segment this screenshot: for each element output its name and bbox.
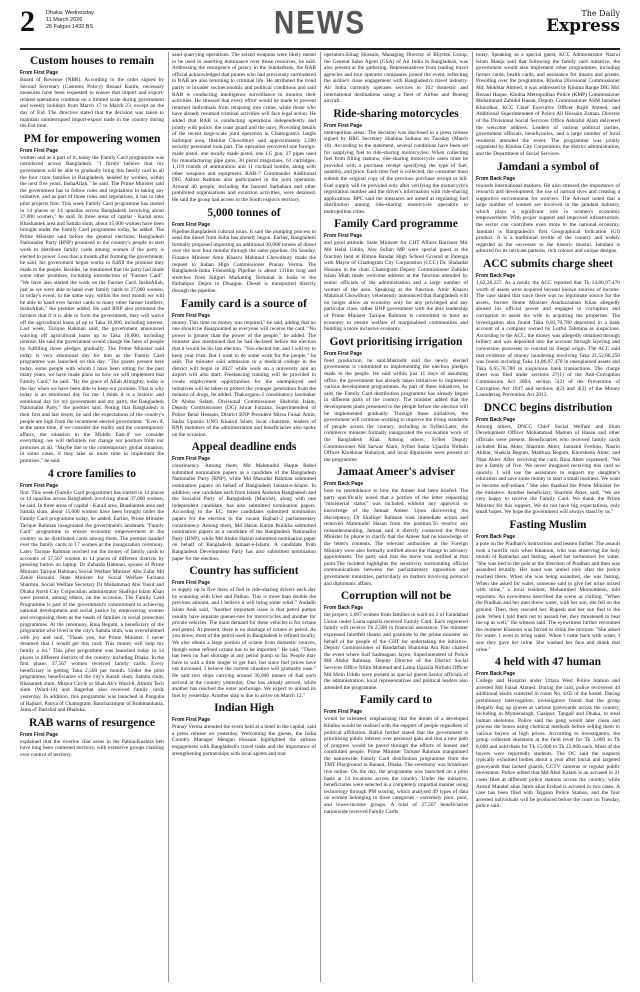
date-line-3: 26 Falgun 1432 BS <box>46 24 94 30</box>
article-columns <box>20 52 620 988</box>
column-2 <box>172 52 316 988</box>
article-headline: Corruption will not be <box>340 590 452 603</box>
article-headline: 5,000 tonnes of <box>207 206 281 219</box>
article-body: explained that the riverine char areas in the Pabna-Kushtia belt have long been contested territory, with extensive groups clashing over control of territory. <box>20 738 164 759</box>
article-body: metropolitan areas. The decision was disclosed in a press release signed by BRC Secretary Shahina Sultana on Tuesday (March 10). According to the statement, several conditions have been set for supplying fuel to ride-sharing motorcycles: When collecting fuel from filling stations, ride-sharing motorcycle users must be provided with a purchase receipt specifying the type of fuel, quantity, and price. Each time fuel is collected, the consumer must submit the original copy of the previous purchase receipt or bill. Fuel supply will be provided only after verifying the motorcycle's registration number and the driver's information with ride-sharing applications. BPC said the measures are aimed at regulating fuel distribution among ride-sharing motorcycle operators in metropolitan cities. <box>324 129 468 215</box>
article <box>476 656 620 810</box>
article-body: sand quarrying operations. The seized weapons were likely meant to be used in asserting dominance over those resources, he said. Addressing the resurgence of piracy in the Sundarbans, the RAB official acknowledged that pirates who had previously surrendered to RAB are also returning to criminal life. He attributed the trend partly to broader socioeconomic and political conditions and said RAB is conducting intelligence surveillance to monitor their activities. He stressed that every effort would be made to prevent returned individuals from relapsing into crime, while those who have already resumed criminal activities will face legal action. He added that RAB is conducting operations independently and jointly with police, the coast guard and the navy. Providing details of the recent large-scale joint operation in Chattogram's Jangle Salimpur area, Iftekhar Chowdhury said approximately 3,500 security personnel took part. The operation recovered one foreign-made pistol, one locally made pistol, one LG gun, 27 pipes used for manufacturing pipe guns, 30 pistol magazines, 61 cartridges, 1,119 rounds of ammunition and 11 cocktail bombs, along with other weapons and equipment. RAB-7 Commander Additional DIG Akhtar Rahman also participated in the joint operation. Around 40 people, including the banned Sarbahara and other prohibited organisations and extortion activities, were detained. He said the group had access to the South region's territory. <box>172 52 316 204</box>
article-headline: Indian High <box>214 702 274 715</box>
article-body: to supply up to five litres of fuel to ride-sharing drivers each day by scanning with Uber and Pathao. This is more than double the previous amount, and I believe it will bring some relief." Andalib Islam Anik said, "Another important issue is that petrol pumps usually have separate queues-one for motorcycles and another for private vehicles. The main demand for these vehicles is for octane and petrol. At present, there is no shortage of octane or petrol. As you know, most of the petrol used in Bangladesh is refined locally. We also obtain a large portion of octane from domestic sources, though some refined octane has to be imported." He said, "There has been no fuel shortage at any petrol pump so far. People may have to wait a little longer to get fuel, but since fuel prices have not increased, I believe the current situation will gradually ease." He said two ships carrying around 30,000 tonnes of fuel each arrived at the country yesterday. One has already arrived, while another has reached the outer anchorage. We expect to unload its fuel by yesterday. Another ship is due to arrive on March 12." <box>172 587 316 699</box>
article-body: bore no resemblance to how the Ameer had been briefed. The party specifically noted that a portion of the letter requesting "ministerial status" was included without any approval or knowledge of the Jamaat Ameer. Upon discovering the discrepancy, Dr Shafiqur Rahman took immediate action and removed Mahmudul Hasan from the position.To resolve any misunderstanding, Jamaat said it directly contacted the Prime Minister by phone to clarify that the Ameer had no knowledge of the letter's contents. The relevant authorities at the Foreign Ministry were also formally notified about the change in advisory appointment. The party said that the move was notified at that point.The incident highlights the sensitivity surrounding official communications between the parliamentary opposition and government ministries, particularly on matters involving protocol and diplomatic affairs. <box>324 488 468 587</box>
article <box>324 336 468 464</box>
continued-from-label: From First Page <box>324 350 363 357</box>
article-body: women and as a part of it, today the Family Card programme was introduced across Bangladesh. "I firmly believe that my government will be able to gradually bring this family card to all the four crore families in Bangladesh, headed by women, within the next five years, InshaAllah," he said. The Prime Minister said the government has to follow rules and regulations in taking any initiative, and as part of those rules and regulations, it has to take pilot projects first. This week Family Card programme has started in 14 places or 14 upazilas across Bangladesh involving about 37,000 women," he said. In three areas of capital - Karail area, Bhashantek area and Sattala slum, about 15,000 women have been brought under the Family Card programme today, he added. The Prime Minister said before the general elections, Bangladesh Nationalist Party (BNP) promised to the country's people to start work to distribute family cards among women if the party is elected to power. Less than a month after forming the government, he said, his government began works to fulfill the promise they made to the people. Besides, he mentioned that his party had made some other promises, including introduction of "Farmer Card". "We have also started the work on the Farmer Card. InshaAllah, just as we were able to hand over family cards to 37,000 women, in today's event, in the same way, within the next month we will be able to hand over farmer cards to many other farmer brothers, InshaAllah," the premier added. He said BNP also promised the farmers that if it is able to form the government, they will waive off the agricultural loans of up to Taka 10,000, including interest. Last week, Tarique Rahman said, the government announced waiving off agricultural loans up to Taka 10,000, including interest. He said the government would change the fates of people by fulfilling those pledges gradually. The Prime Minister said today is very emotional day for him as the Family Card programme was launched on this day. "The guests present here today, some people with whom I have been sitting for the past many years, we have made plans on how we will implement that Family Card," he said. "By the grace of Allah Almighty, today is the day when we have been able to keep our promise. That is why today is an emotional day for me. I think it is a historic and emotional day for my government and my party, the Bangladesh Nationalist Party," the premier said. Noting that Bangladesh is their first and last resort, he said the expectations of the country's people are high from the incumbent elected government. "Even if, at the same time, if we consider the reality and the contemporary affairs, the situation in the Middle East-if we consider everything...we will definitely not change our position from our promises at all. "Maybe due to the contemporary global situation, in some cases, it may take us more time to implement the promises," he said. <box>20 154 164 465</box>
column-divider <box>168 52 169 982</box>
continued-from-label: From First Page <box>172 456 211 463</box>
article-body: food production, he said.Muktadir said the newly elected government is committed to implementing the election pledges made to the people. He said within just 11 days of assuming office, the government has already taken initiatives to implement various development programmes. As part of these initiatives, he said, the Family Card distribution programme has already begun in different parts of the country. The minister added that the development plans presented to the people before the election will be implemented gradually. Through these initiatives, the government will continue working to improve the living standards of people across the country, including in Sylhet.Later, the commerce minister formally inaugurated the excavation work of the Bangladesh Khal. Among others, Sylhet Deputy Commissioner Md Sarwar Alam, Sylhet Sadar Upazila Nirbahi Officer Khodonar Rubaiyat, and local dignitaries were present at the programme. <box>324 357 468 463</box>
logo-main: Express <box>546 16 620 36</box>
article <box>172 298 316 439</box>
continued-from-label: From Back Page <box>476 273 516 280</box>
continued-from-label: From First Page <box>172 580 211 587</box>
article <box>20 55 164 130</box>
article-headline: Ride-sharing motorcycles <box>333 107 459 120</box>
continued-from-label: From Back Page <box>476 671 516 678</box>
article-headline: RAB warns of resurgence <box>29 716 155 729</box>
article-headline: 4 held with 47 human <box>494 656 602 669</box>
continued-from-label: From First Page <box>20 482 59 489</box>
article-headline: 4 crore families to <box>47 467 137 480</box>
continued-from-label: From Back Page <box>324 481 364 488</box>
logo-top: The Daily <box>581 9 620 18</box>
article <box>476 52 620 158</box>
article-headline: Custom houses to remain <box>29 55 155 67</box>
article-headline: Family card to <box>359 694 433 707</box>
article <box>476 402 620 516</box>
column-3 <box>324 52 468 988</box>
section-title: NEWS <box>274 4 366 41</box>
continued-from-label: From First Page <box>172 717 211 724</box>
article-body: operators.Sohag Hossain, Managing Director of Rhythm Group, the General Sales Agent (GSA) of Air India in Bangladesh, was also present at the gathering. Representatives from leading travel agencies and tour operator companies joined the event, reflecting the airline's close engagement with Bangladesh's travel industry. Air India currently operates services to 102 domestic and international destinations using a fleet of Airbus and Boeing aircraft. <box>324 52 468 105</box>
column-divider <box>472 52 473 982</box>
article <box>324 590 468 691</box>
continued-from-label: From Back Page <box>476 534 516 541</box>
article <box>476 258 620 399</box>
column-1 <box>20 52 164 988</box>
article-body: constituency. Among them, Md Mahmudul Haque Rubel submitted nomination papers as a candidate of the Bangladesh Nationalist Party (BNP), while Md Masudur Rahman submitted nomination papers on behalf of Bangladesh Jamaat-e-Islami. In addition, one candidate each from Islami Andolon Bangladesh and the Socialist Party of Bangladesh (Marxist), along with one independent candidate, has also submitted nomination papers. According to the EC, three candidates submitted nomination papers for the election to the vacant Rajbari-2 parliamentary constituency. Among them, Md Harun Karim Rulikha submitted nomination papers as a candidate of the Bangladesh Nationalist Party (BNP), while Md Abdur Hakim submitted nomination paper on behalf of Bangladesh Jamaat-e-Islami. A candidate from Bangladesh Development Party has also submitted nomination paper for the election. <box>172 463 316 562</box>
article <box>20 717 164 759</box>
masthead <box>20 6 620 50</box>
article <box>20 468 164 714</box>
continued-from-label: From First Page <box>20 147 59 154</box>
article-headline: Fasting Muslim <box>509 519 587 532</box>
continued-from-label: From Back Page <box>476 416 516 423</box>
continued-from-label: From First Page <box>324 709 363 716</box>
article <box>324 108 468 216</box>
article-headline: Country has sufficient <box>189 565 299 578</box>
article <box>172 207 316 295</box>
article <box>324 218 468 332</box>
article-body: Board of Revenue (NBR). According to the order signed by Second Secretary (Customs Policy) Rezaul Karim, necessary measures have been requested to ensure that import and export-related operations continue on a limited scale during government and weekly holidays from March 17 to March 23, except on the day of Eid. The directive stated that the decision was taken to maintain uninterrupted import-export trade in the country during the Eid time. <box>20 77 164 130</box>
article-body: a pole on the Pradhan's instructions and beaten further. The assault took a horrific turn when Khatoon, who was observing the holy month of Ramadan and fasting, asked her tormentors for water. "She was tied to the pole at the direction of Pradhan and then was assaulted brutally. Her hand was untied only after the police reached there. When she was being assaulted, she was fasting. When she asked for water, someone said to give her urine mixed with urine," a local resident, Mohammed Moinuddeen, told reporters. An eyewitness described the scene as chilling. "When the Pradhan and her men threw water, with her son, she fell on the ground. Then, they rescued her. Rupesh and her son fled to the pole. When I told them not to assault her, they threatened to beat me up as well," the witness said. The eyewitness further recounted the moment Khatoon was forced to drink the mixture. "She asked for water. I went to bring water. When I came back with water, I saw they gave her urine. She washed her face and drank that urine." <box>476 541 620 653</box>
article-headline: Govt prioritising irrigation <box>329 335 463 348</box>
continued-from-label: From First Page <box>20 70 59 76</box>
continued-from-label: From Back Page <box>324 605 364 612</box>
continued-from-label: From First Page <box>324 122 363 129</box>
article <box>172 441 316 562</box>
page-number: 2 <box>20 5 35 38</box>
article <box>476 161 620 256</box>
column-4 <box>476 52 620 988</box>
article-headline: ACC submits charge sheet <box>482 258 613 271</box>
article-body: money. This time no money was required," he said, adding that no one should be disappointed as everyone will receive the card. "No power is greater than the power of the people," he added. The minister also mentioned that he had declared before the election that it would be his last election. "You elected me, and I will try to keep your trust. But I want to do some work for the people," he said. The minister said admission to a medical college in the district will begin in 2027 while work on a university and an airport will also start. Freelancing training will be provided to create employment opportunities for the unemployed and initiatives will be taken to protect the younger generation from the menace of drugs, he added. Thakurgaon-2 constituency lawmaker Dr Abdus Salam, Divisional Commissioner Shahidul Islam, Deputy Commissioner (DC) Ishrat Farzana, Superintendent of Police Belal Hossain, District BNP President Mirza Faisal Amin, Sadar Upazila UNO Khairul Islam, local chairmen, leaders of BNP, members of the administration and beneficiaries also spoke on the occasion. <box>172 319 316 438</box>
article <box>172 52 316 204</box>
article-headline: Family card is a source of <box>181 297 307 310</box>
article-body: first. This week (Family Card programme) has started in 14 places or 14 upazilas across Bangladesh involving about 37,000 women, he said. In three areas of capital - Karail area, Bhashantek area and Sattala slum, about 15,000 women have been brought under the Family Card programme today, he added. Earlier, Prime Minister Tarique Rahman inaugurated the government's landmark "Family Card" programme to ensure economic empowerment in the country as he distributed cards among them. The premier handed over the family cards to 17 women at the inauguration ceremony. Later, Tarique Rahman reached out the money of family cards to accounts of 37,567 women in 14 places of different districts by pressing button on laptop. Dr Zubaida Rahman, spouse of Prime Minister Tarique Rahman; Social Welfare Minister Abu Zafar Md Zahid Hossain, State Minister for Social Welfare Farzana Sharmin, Social Welfare Secretary Dr Mohammad Abu Yusuf and Dhaka North City Corporation administrator Shafiqul Islam Khan were present, among others, on the occasion. The Family Card Programme is part of the government's commitment to achieving national development and social justice by empowering women and recognising them as the heads of families in social protection programmes. At the ceremony, Rina Begum, a beneficiary of the programme who lived in the city's Sattala slum, was overwhelmed with joy and said, "Thank you, the Prime Minister. I never dreamed that I would get this card. This money will help my family a lot." This pilot programme was launched today in 14 places in different districts of the country, including Dhaka. In the first phase, 37,567 women received family cards. Every beneficiary is getting Taka 2,500 per month. Under the pilot programme, beneficiaries of the city's Karail slum, Sattala slum, Bhasantek slum, Mirpur Circle or Shah Ali's Ward-8, Almmi Tech slum (Ward-14) and Bagerhat also received family cards yesterday. In addition, this programme was launched in Panguha of Rajbari, Patiya of Chattogram, Bancharampur of Brahmanbaria, Jama of Barishal and Bhaluka. <box>20 489 164 714</box>
article <box>172 702 316 757</box>
article-body: Among others, DNCC Chief Social Welfare and Slum Development Officer Mohammad Mamun ul Hasan and other officials were present. Beneficiaries who received family cards included Rina Akter, Sharmin Akter, Jannatul Ferdous, Nasrin Akhtar, Shakila Begum, Mahfuza Begum, Khorsheda Akter, and Nipa Akter. After receiving the card, Rina Akter expressed, "We are a family of five. We never imagined receiving this card so quickly. I will use the assistance to support my daughter's education and save some money to start a small business. We want to become self-reliant." She also thanked the Prime Minister for the initiative. Another beneficiary, Sharmin Akter, said, "We are very happy to receive the Family Card. We thank the Prime Minister for this support. We do not have big expectations, only small hopes. We hope the government will always stand by us." <box>476 423 620 516</box>
continued-from-label: From Back Page <box>476 175 516 182</box>
article-body: the project, 1,097 women from families in ward no 2 of Faradabad Union under Lama upazila received Family Card. Each registered family will receive Tk 2,500 in financial assistance. The minister expressed heartfelt thanks and gratitude to the prime minister on behalf of the people of the CHT for undertaking the initiative. Deputy Commissioner of Bandarban Shamima Ara Rini chaired the event where Saif Sadmagani Jayen, Superintendent of Police Md Abdur Rahman, Deputy Director of the District Social Services Office Nilim Mahmud and Lama Upazila Nirbahi Officer Md Moin Uddin were present as special guests.Senior officials of the administration, local representatives and political leaders also attended the programme. <box>324 612 468 691</box>
article-body: today. Speaking as a special guest, KCC Administrator Nazrul Islam Manju said that following the family card initiative, the government would also implement other programmes, including farmer cards, health cards, and assistance for imams and priests. Presiding over the programme, Khulna Divisional Commissioner Md. Mokhtar Ahmed, it was addressed by Khulna Range DIG Md. Rezaul Haque, Khulna Metropolitan Police (KMP) Commissioner Mohammad Zahidul Hasan, Deputy Commissioner ASM Jamshed Khondkar, KCC Chief Executive Officer Rajib Ahmed, and Additional Superintendent of Police Ali Hossain Zaman. Director of the Divisional Social Services Office Ashraful Alam delivered the welcome address. Leaders of various political parties, government officials, beneficiaries, and a large number of local residents attended the event. The programme was jointly organised by Khulna City Corporation, the district administration, and the Department of Social Services. <box>476 52 620 157</box>
article-body: Pipeline.Bangladesh cultural tours. It said the pumping process to send the diesel from India has already begun. Earlier, Bangladesh formally proposed importing an additional 30,000 tonnes of diesel over the next four months through the same pipeline. On Sunday, Finance Minister Amir Khasru Mahmud Chowdhury made the request to Indian High Commissioner Pranay Verma. The Bangladesh-India Friendship Pipeline is about 131km long and stretches from Siliguri Marketing Terminal in India to the Parbatipur Depot in Dinajpur. Diesel is transported directly through the pipeline. <box>172 228 316 294</box>
article-body: Pranay Verma attended the event held at a hotel in the capital, said a press release on yesterday. Welcoming the guests, the India Country Manager Mengan Hussain highlighted the airlines engagement with Bangladesh's travel trade and the importance of strengthening partnerships with local agents and tour <box>172 724 316 757</box>
article-headline: Family Card programme <box>334 218 458 231</box>
continued-from-label: From First Page <box>20 731 59 738</box>
article-body: College and Hospital under Uttara West Police Station and arrested Md Faisal Ahmed. During the raid, police recovered 44 additional skulls scattered in room No. 4/02 of the hostel. During preliminary interrogation, investigators found that the group illegally dug up graves at various graveyards across the country, including in Mymensingh, Gazipur, Tangail and Dhaka, to steal human skeletons. Police said the gang would later clean and process the bones using chemical methods before selling them to various buyers at high prices. According to investigators, the group collected skeletons at the field level for Tk 3,000 to Tk 8,000 and sold them for Tk 15,000 to Tk 22,000 each. Most of the buyers were reportedly students. The OC said the suspects typically exhumed bodies about a year after burial and targeted graveyards that lacked guards, CCTV cameras or regular public movement. Police added that Md Abul Kalam is an accused in 21 cases filed at different police stations across the country, while Anisul Mandol alias Jamir alias Ershad is accused in two cases. A case has been filed with Tejgaon Police Station, and the four arrested individuals will be produced before the court on Tuesday, police said. <box>476 678 620 810</box>
article-headline: Jamdani a symbol of <box>497 160 599 173</box>
article <box>172 565 316 699</box>
article-headline: DNCC begins distribution <box>483 401 613 414</box>
date-line-2: 11 March 2026 <box>46 17 83 23</box>
article <box>476 519 620 653</box>
article-headline: Appeal deadline ends <box>191 441 297 454</box>
article <box>324 52 468 105</box>
article-headline: Jamaat Ameer's adviser <box>336 466 456 479</box>
continued-from-label: From First Page <box>172 221 211 228</box>
newspaper-logo <box>546 10 620 35</box>
article <box>20 133 164 465</box>
article <box>324 694 468 815</box>
article-body: towards international markets. He also stressed the importance of research and development, the use of natural dyes and creating a supportive environment for weavers. The Adviser noted that a large number of women are involved in the jamdani industry, which plays a significant role in women's economic empowerment. With proper support and improved infrastructure, the sector can contribute even more to the national economy. Jamdani is Bangladesh's first Geographical Indication (GI) product. It is a traditional textile of the country and widely regarded as the successor to the historic muslin. Jamdani is admired for its intricate patterns, rich colours and unique designs. <box>476 182 620 255</box>
column-divider <box>320 52 321 982</box>
article-body: would be tolerated, emphasising that the dream of a developed Khulna would be realised with the support of people regardless of political affiliation. Rafiul further stated that the government is prioritising public interest over personal gain and that a new path of progress would be paved through the efforts of honest and committed people. Prime Minister Tarique Rahman inaugurated the nationwide Family Card distribution programme from the TMT Playground in Banani, Dhaka. The ceremony was broadcast live online. On the day, the programme was launched on a pilot basis at 14 locations across the country. Under the initiative, beneficiaries were selected in a completely impartial manner using technology through PM scoring, which analysed 49 types of data on women belonging to three categories - extremely poor, poor, and lower-income groups. A total of 37,567 beneficiaries nationwide received Family Cards <box>324 716 468 815</box>
continued-from-label: From First Page <box>172 312 211 319</box>
article-headline: PM for empowering women <box>23 132 161 145</box>
article-body: and good attitude. State Minister for CHT Affairs Barrister Mir Md Helal Uddin, Abu Sufian MP were special guest at the function held at Bimon Bandar High School Ground at Patenga with Mayor of Chattogram City Corporation (CCC) Dr. Shahadat Hossain in the chair. Chattogram Deputy Commissioner Zahidul Islam Miah made welcome address at the function attended by senior officials of the administration and a large number of women of the area. Speaking at the function, Amir Khasru Mahmud Chowdhury vehemently announced that Bangladesh will no longer allow an economy only for any privileged and any particular class, rather BNP government with the able leadership of Prime Minister Tarique Rahman is committed to have an economy to ensure welfare of marginalised communities and building a more inclusive economy. <box>324 240 468 333</box>
article-body: 1,62,28,227. As a result, the ACC reported that Tk 14,86,97,470 worth of assets were acquired beyond known sources of income. The case stated that since there was no legitimate source for the assets, former Home Minister Asaduzzaman Khan allegedly abused his official power and engaged in corruption and corruption to assist his wife in acquiring the properties. The investigation also found Taka 6,83,70,780 deposited in a bank account of a company owned by Lutful Tahmina as suspicious. According to the ACC, the money was allegedly obtained through bribery and was deposited into the account through layering and conversion processes to conceal its illegal origin. The ACC said that evidence of money laundering involving Taka 21,52,68,250 was found including Taka 14,86,97,470 in unexplained assets and Taka 6,65,70,780 in suspicious bank transactions. The charge sheet was filed under sections 27(1) of the Anti-Corruption Commission Act 2004, section 5(2) of the Prevention of Corruption Act 1947 and sections 4(2) and 4(3) of the Money Laundering Prevention Act 2012. <box>476 280 620 399</box>
article <box>324 466 468 587</box>
continued-from-label: From First Page <box>324 233 363 240</box>
date-line-1: Dhaka, Wednesday <box>46 10 94 16</box>
